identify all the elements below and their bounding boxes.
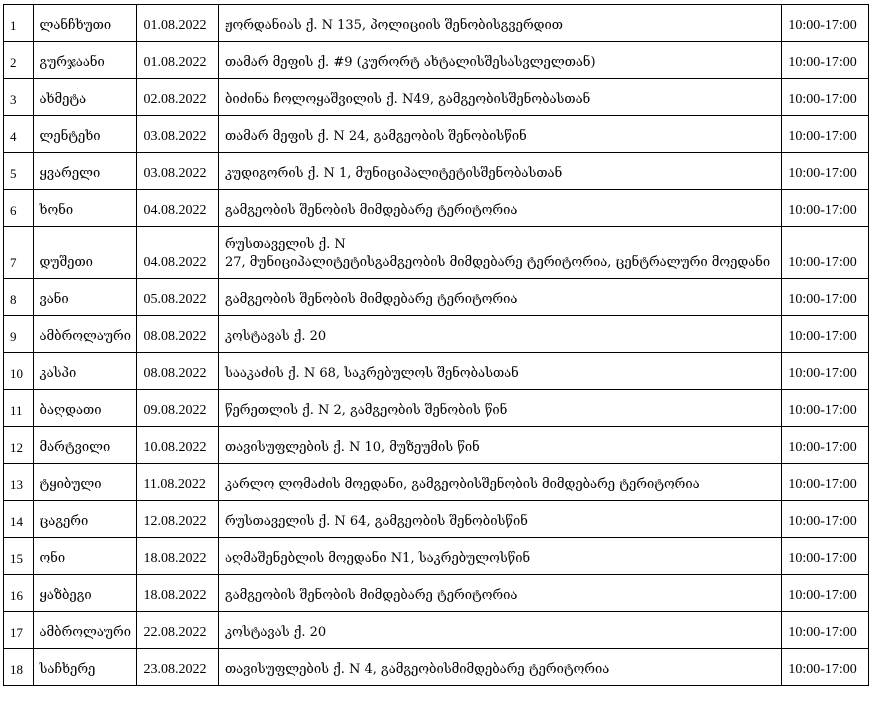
date-cell: 04.08.2022 <box>137 190 219 227</box>
address-cell: სააკაძის ქ. N 68, საკრებულოს შენობასთან <box>218 353 781 390</box>
city-cell: გურჯაანი <box>33 42 137 79</box>
city-cell: ვანი <box>33 279 137 316</box>
address-cell: კარლო ლომაძის მოედანი, გამგეობისშენობის მიმდებარე ტერიტორია <box>218 464 781 501</box>
city-cell: ახმეტა <box>33 79 137 116</box>
row-number: 14 <box>4 501 34 538</box>
address-cell: თავისუფლების ქ. N 10, მუზეუმის წინ <box>218 427 781 464</box>
row-number: 17 <box>4 612 34 649</box>
address-cell: გამგეობის შენობის მიმდებარე ტერიტორია <box>218 190 781 227</box>
city-cell: ლანჩხუთი <box>33 5 137 42</box>
table-row <box>4 5 869 42</box>
date-cell: 01.08.2022 <box>137 42 219 79</box>
date-cell: 22.08.2022 <box>137 612 219 649</box>
city-cell: ხონი <box>33 190 137 227</box>
row-number: 18 <box>4 649 34 686</box>
time-cell: 10:00-17:00 <box>782 501 869 538</box>
time-cell: 10:00-17:00 <box>782 116 869 153</box>
city-cell: საჩხერე <box>33 649 137 686</box>
row-number: 3 <box>4 79 34 116</box>
address-cell: თამარ მეფის ქ. #9 (კურორტ ახტალისშესასვლელთან) <box>218 42 781 79</box>
time-cell: 10:00-17:00 <box>782 227 869 279</box>
time-cell: 10:00-17:00 <box>782 427 869 464</box>
city-cell: ბაღდათი <box>33 390 137 427</box>
date-cell: 05.08.2022 <box>137 279 219 316</box>
row-number: 5 <box>4 153 34 190</box>
date-cell: 23.08.2022 <box>137 649 219 686</box>
row-number: 2 <box>4 42 34 79</box>
row-number: 6 <box>4 190 34 227</box>
date-cell: 03.08.2022 <box>137 153 219 190</box>
row-number: 15 <box>4 538 34 575</box>
table-row <box>4 538 869 575</box>
row-number: 7 <box>4 227 34 279</box>
city-cell: ონი <box>33 538 137 575</box>
row-number: 8 <box>4 279 34 316</box>
time-cell: 10:00-17:00 <box>782 612 869 649</box>
time-cell: 10:00-17:00 <box>782 390 869 427</box>
city-cell: ლენტეხი <box>33 116 137 153</box>
address-cell: კოსტავას ქ. 20 <box>218 316 781 353</box>
row-number: 16 <box>4 575 34 612</box>
date-cell: 08.08.2022 <box>137 353 219 390</box>
time-cell: 10:00-17:00 <box>782 79 869 116</box>
table-row <box>4 612 869 649</box>
address-cell: ჟორდანიას ქ. N 135, პოლიციის შენობისგვერდით <box>218 5 781 42</box>
time-cell: 10:00-17:00 <box>782 153 869 190</box>
row-number: 1 <box>4 5 34 42</box>
table-row <box>4 79 869 116</box>
table-row <box>4 353 869 390</box>
table-row <box>4 501 869 538</box>
address-cell: წერეთლის ქ. N 2, გამგეობის შენობის წინ <box>218 390 781 427</box>
address-cell: თამარ მეფის ქ. N 24, გამგეობის შენობისწინ <box>218 116 781 153</box>
time-cell: 10:00-17:00 <box>782 316 869 353</box>
table-row <box>4 575 869 612</box>
date-cell: 09.08.2022 <box>137 390 219 427</box>
table-row <box>4 464 869 501</box>
date-cell: 01.08.2022 <box>137 5 219 42</box>
table-row <box>4 227 869 279</box>
row-number: 4 <box>4 116 34 153</box>
address-cell <box>218 227 781 279</box>
table-row <box>4 279 869 316</box>
date-cell: 08.08.2022 <box>137 316 219 353</box>
city-cell: ამბროლაური <box>33 316 137 353</box>
schedule-table <box>3 4 869 686</box>
city-cell: ცაგერი <box>33 501 137 538</box>
city-cell: ყაზბეგი <box>33 575 137 612</box>
address-line: 27, მუნიციპალიტეტისგამგეობის მიმდებარე ტერიტორია, ცენტრალური მოედანი <box>224 255 771 270</box>
address-cell: გამგეობის შენობის მიმდებარე ტერიტორია <box>218 575 781 612</box>
row-number: 13 <box>4 464 34 501</box>
address-cell: თავისუფლების ქ. N 4, გამგეობისმიმდებარე ტერიტორია <box>218 649 781 686</box>
address-cell: კოსტავას ქ. 20 <box>218 612 781 649</box>
address-cell: კუდიგორის ქ. N 1, მუნიციპალიტეტისშენობასთან <box>218 153 781 190</box>
row-number: 11 <box>4 390 34 427</box>
table-row <box>4 190 869 227</box>
time-cell: 10:00-17:00 <box>782 575 869 612</box>
time-cell: 10:00-17:00 <box>782 279 869 316</box>
time-cell: 10:00-17:00 <box>782 649 869 686</box>
city-cell: კასპი <box>33 353 137 390</box>
table-row <box>4 649 869 686</box>
city-cell: დუშეთი <box>33 227 137 279</box>
address-cell: გამგეობის შენობის მიმდებარე ტერიტორია <box>218 279 781 316</box>
city-cell: ყვარელი <box>33 153 137 190</box>
date-cell: 03.08.2022 <box>137 116 219 153</box>
row-number: 10 <box>4 353 34 390</box>
address-cell: ბიძინა ჩოლოყაშვილის ქ. N49, გამგეობისშენობასთან <box>218 79 781 116</box>
date-cell: 18.08.2022 <box>137 538 219 575</box>
time-cell: 10:00-17:00 <box>782 42 869 79</box>
city-cell: ამბროლაური <box>33 612 137 649</box>
city-cell: ტყიბული <box>33 464 137 501</box>
time-cell: 10:00-17:00 <box>782 538 869 575</box>
date-cell: 11.08.2022 <box>137 464 219 501</box>
address-cell: რუსთაველის ქ. N 64, გამგეობის შენობისწინ <box>218 501 781 538</box>
table-row <box>4 42 869 79</box>
address-cell: აღმაშენებლის მოედანი N1, საკრებულოსწინ <box>218 538 781 575</box>
table-row <box>4 116 869 153</box>
table-row <box>4 390 869 427</box>
date-cell: 12.08.2022 <box>137 501 219 538</box>
date-cell: 04.08.2022 <box>137 227 219 279</box>
date-cell: 02.08.2022 <box>137 79 219 116</box>
time-cell: 10:00-17:00 <box>782 5 869 42</box>
time-cell: 10:00-17:00 <box>782 464 869 501</box>
city-cell: მარტვილი <box>33 427 137 464</box>
table-row <box>4 427 869 464</box>
row-number: 9 <box>4 316 34 353</box>
table-row <box>4 153 869 190</box>
time-cell: 10:00-17:00 <box>782 353 869 390</box>
address-line: რუსთაველის ქ. N <box>224 237 346 252</box>
time-cell: 10:00-17:00 <box>782 190 869 227</box>
row-number: 12 <box>4 427 34 464</box>
table-row <box>4 316 869 353</box>
date-cell: 10.08.2022 <box>137 427 219 464</box>
date-cell: 18.08.2022 <box>137 575 219 612</box>
